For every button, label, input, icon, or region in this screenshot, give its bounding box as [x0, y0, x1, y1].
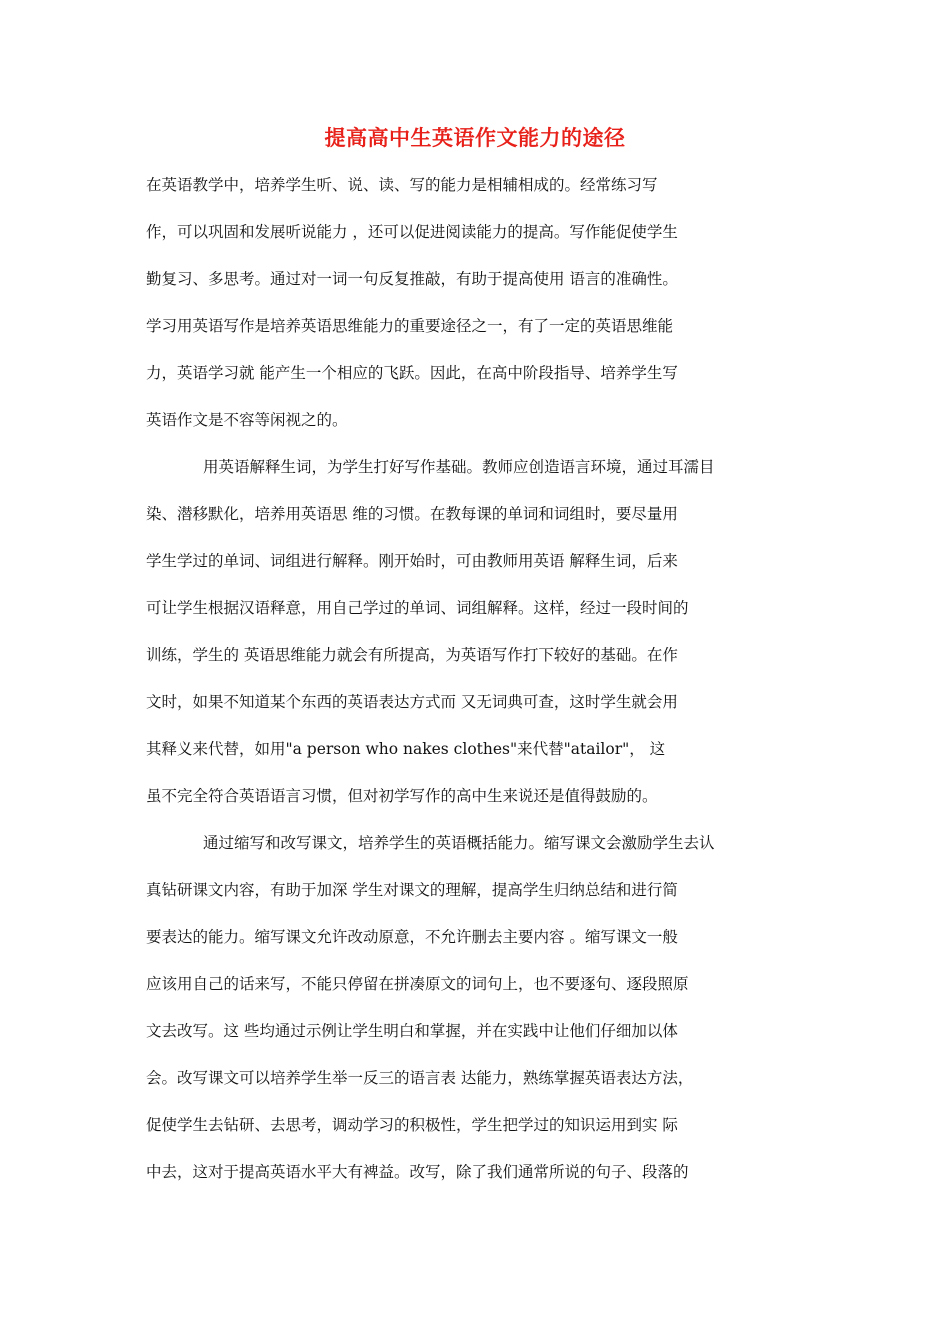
body-line: 在英语教学中，培养学生听、说、读、写的能力是相辅相成的。经常练习写	[146, 176, 658, 194]
body-line: 要表达的能力。缩写课文允许改动原意，不允许删去主要内容 。缩写课文一般	[146, 928, 678, 946]
body-line: 力，英语学习就 能产生一个相应的飞跃。因此，在高中阶段指导、培养学生写	[146, 364, 678, 382]
body-line: 其释义来代替，如用"a person who nakes clothes"来代替"atailor"， 这	[146, 740, 666, 758]
body-line: 应该用自己的话来写，不能只停留在拼凑原文的词句上，也不要逐句、逐段照原	[146, 975, 689, 993]
body-line: 英语作文是不容等闲视之的。	[146, 411, 348, 429]
body-line: 会。改写课文可以培养学生举一反三的语言表 达能力，熟练掌握英语表达方法，	[146, 1069, 694, 1087]
body-line: 真钻研课文内容，有助于加深 学生对课文的理解，提高学生归纳总结和进行简	[146, 881, 678, 899]
body-line: 勤复习、多思考。通过对一词一句反复推敲，有助于提高使用 语言的准确性。	[146, 270, 678, 288]
body-line: 染、潜移默化，培养用英语思 维的习惯。在教每课的单词和词组时，要尽量用	[146, 505, 678, 523]
body-line: 作，可以巩固和发展听说能力 ，还可以促进阅读能力的提高。写作能促使学生	[146, 223, 678, 241]
document-title: 提高高中生英语作文能力的途径	[324, 125, 626, 150]
body-line: 文去改写。这 些均通过示例让学生明白和掌握，并在实践中让他们仔细加以体	[146, 1022, 678, 1040]
body-line: 文时，如果不知道某个东西的英语表达方式而 又无词典可查，这时学生就会用	[146, 693, 678, 711]
body-line: 学习用英语写作是培养英语思维能力的重要途径之一，有了一定的英语思维能	[146, 317, 674, 335]
body-line: 促使学生去钻研、去思考，调动学习的积极性，学生把学过的知识运用到实 际	[146, 1116, 678, 1134]
body-line: 用英语解释生词，为学生打好写作基础。教师应创造语言环境，通过耳濡目	[203, 458, 715, 476]
body-line: 训练，学生的 英语思维能力就会有所提高，为英语写作打下较好的基础。在作	[146, 646, 678, 664]
body-line: 虽不完全符合英语语言习惯，但对初学写作的高中生来说还是值得鼓励的。	[146, 787, 658, 805]
body-line: 通过缩写和改写课文，培养学生的英语概括能力。缩写课文会激励学生去认	[203, 834, 715, 852]
body-line: 可让学生根据汉语释意，用自己学过的单词、词组解释。这样，经过一段时间的	[146, 599, 689, 617]
body-line: 中去，这对于提高英语水平大有裨益。改写，除了我们通常所说的句子、段落的	[146, 1163, 689, 1181]
body-line: 学生学过的单词、词组进行解释。刚开始时，可由教师用英语 解释生词，后来	[146, 552, 678, 570]
